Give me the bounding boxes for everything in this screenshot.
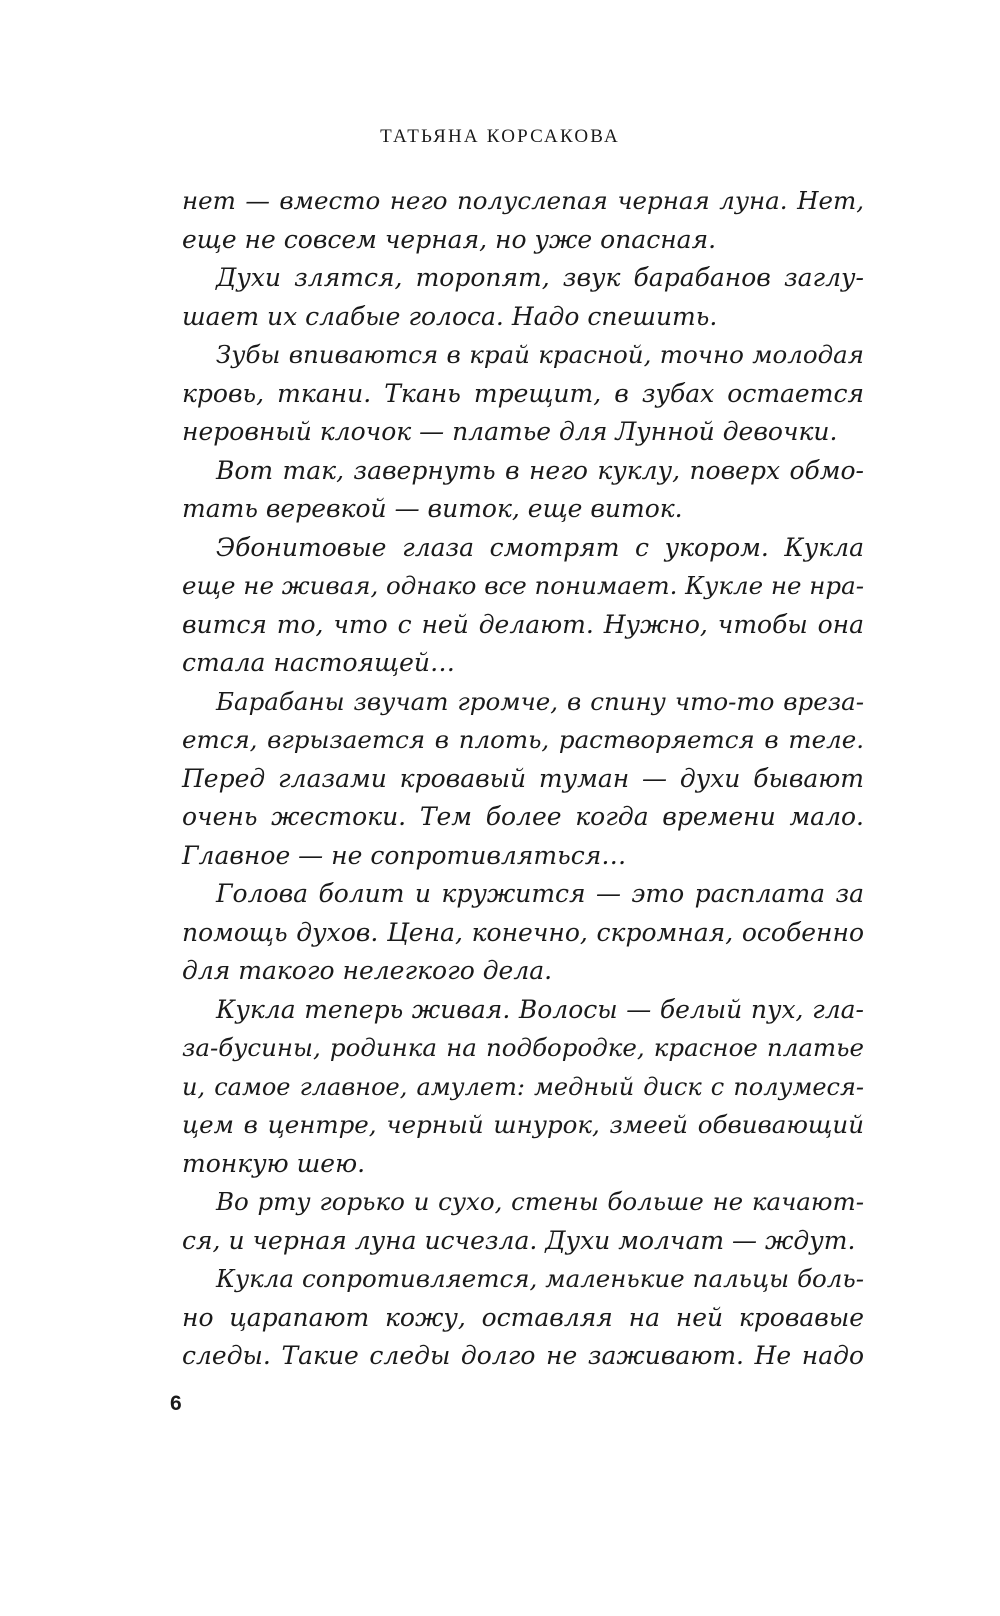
text-line: Во рту горько и сухо, стены больше не качают-: [216, 1187, 864, 1216]
text-line: кровь, ткани. Ткань трещит, в зубах остается: [182, 378, 864, 408]
text-line: Барабаны звучат громче, в спину что-то вреза-: [216, 686, 864, 716]
text-line: еще не совсем черная, но уже опасная.: [182, 224, 717, 254]
page-number: 6: [170, 1392, 182, 1415]
text-line: для такого нелегкого дела.: [182, 956, 553, 985]
text-line: и, самое главное, амулет: медный диск с полумеся-: [182, 1072, 864, 1101]
text-line: неровный клочок — платье для Лунной девочки.: [182, 417, 838, 446]
text-line: за-бусины, родинка на подбородке, красное платье: [182, 1033, 864, 1062]
running-head: ТАТЬЯНА КОРСАКОВА: [380, 126, 620, 147]
text-line: следы. Такие следы долго не заживают. Не надо: [182, 1341, 864, 1370]
text-line: нет — вместо него полуслепая черная луна. Нет,: [182, 186, 864, 215]
text-line: ся, и черная луна исчезла. Духи молчат — ждут.: [182, 1225, 856, 1255]
text-line: Зубы впиваются в край красной, точно молодая: [216, 340, 864, 369]
body-text: [182, 182, 864, 1376]
text-line: помощь духов. Цена, конечно, скромная, особенно: [182, 917, 864, 947]
text-line: цем в центре, черный шнурок, змеей обвивающий: [182, 1110, 864, 1139]
text-line: тонкую шею.: [182, 1148, 366, 1178]
text-line: очень жестоки. Тем более когда времени мало.: [182, 802, 864, 831]
text-line: шает их слабые голоса. Надо спешить.: [182, 301, 718, 331]
text-line: вится то, что с ней делают. Нужно, чтобы она: [182, 609, 864, 639]
text-line: но царапают кожу, оставляя на ней кровавые: [182, 1302, 864, 1332]
text-line: Перед глазами кровавый туман — духи бывают: [182, 763, 864, 793]
text-line: еще не живая, однако все понимает. Кукле не нра-: [182, 571, 864, 600]
text-line: Вот так, завернуть в него куклу, поверх обмо-: [216, 455, 864, 485]
text-line: Кукла сопротивляется, маленькие пальцы боль-: [216, 1264, 864, 1293]
text-line: Кукла теперь живая. Волосы — белый пух, гла-: [216, 994, 864, 1024]
text-line: стала настоящей…: [182, 648, 455, 677]
text-line: Эбонитовые глаза смотрят с укором. Кукла: [216, 532, 864, 562]
text-line: Главное — не сопротивляться…: [182, 840, 627, 870]
text-line: тать веревкой — виток, еще виток.: [182, 494, 683, 523]
text-line: ется, вгрызается в плоть, растворяется в теле.: [182, 725, 864, 754]
text-line: Голова болит и кружится — это расплата за: [216, 879, 864, 908]
text-line: Духи злятся, торопят, звук барабанов заглу-: [216, 263, 864, 292]
